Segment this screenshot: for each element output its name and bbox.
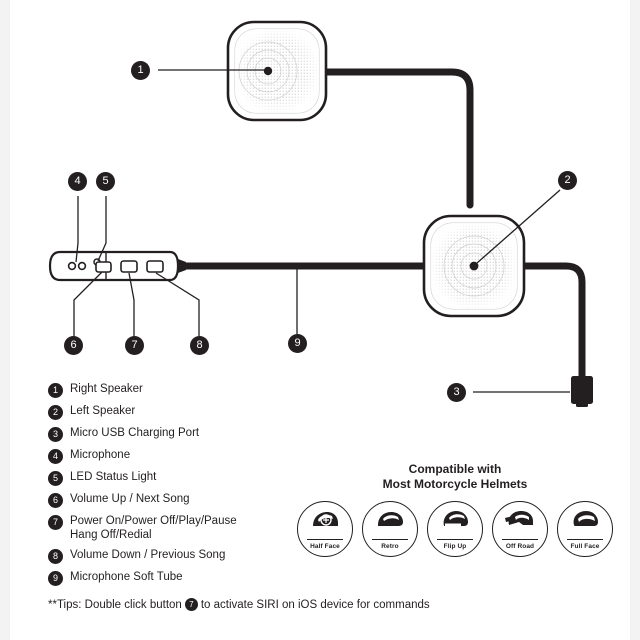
callout-badge-1[interactable]: 1	[131, 61, 150, 80]
tips-button-badge: 7	[185, 598, 198, 611]
legend-label-9: Microphone Soft Tube	[70, 571, 183, 583]
compat-title-line2: Most Motorcycle Helmets	[382, 477, 528, 491]
helmet-divider	[372, 539, 408, 540]
callout-badge-8[interactable]: 8	[190, 336, 209, 355]
legend-dot-4: 4	[48, 449, 63, 464]
callout-badge-7[interactable]: 7	[125, 336, 144, 355]
callout-badge-4[interactable]: 4	[68, 172, 87, 191]
callout-badge-6[interactable]: 6	[64, 336, 83, 355]
legend-label-4: Microphone	[70, 449, 131, 461]
list-item	[48, 570, 348, 586]
legend-dot-2: 2	[48, 405, 63, 420]
helmet-label-off-road: Off Road	[505, 543, 535, 550]
helmet-flip-up	[427, 501, 483, 557]
legend-label-7-line2: Hang Off/Redial	[70, 529, 152, 541]
legend-dot-6: 6	[48, 493, 63, 508]
callout-badge-2[interactable]: 2	[558, 171, 577, 190]
right-speaker-illustration	[228, 22, 326, 120]
helmet-label-retro: Retro	[381, 543, 399, 550]
flip-up-helmet-icon	[428, 509, 482, 538]
list-item	[48, 426, 348, 442]
helmet-full-face	[557, 501, 613, 557]
legend-label-2: Left Speaker	[70, 405, 136, 417]
legend-label-6: Volume Up / Next Song	[70, 493, 190, 505]
tips-note	[48, 598, 430, 611]
legend-dot-5: 5	[48, 471, 63, 486]
half-face-helmet-icon	[298, 509, 352, 538]
helmet-divider	[502, 539, 538, 540]
legend-dot-9: 9	[48, 571, 63, 586]
legend-label-5: LED Status Light	[70, 471, 157, 483]
control-module-illustration	[50, 252, 186, 280]
off-road-helmet-icon	[493, 509, 547, 538]
helmet-off-road	[492, 501, 548, 557]
legend-label-3: Micro USB Charging Port	[70, 427, 200, 439]
retro-helmet-icon	[363, 509, 417, 538]
tips-prefix: **Tips: Double click button	[48, 598, 182, 611]
callout-badge-5[interactable]: 5	[96, 172, 115, 191]
helmet-icon-row	[290, 501, 620, 557]
helmet-label-full-face: Full Face	[570, 543, 600, 550]
helmet-divider	[437, 539, 473, 540]
legend-dot-1: 1	[48, 383, 63, 398]
callout-badge-3[interactable]: 3	[447, 383, 466, 402]
helmet-label-half-face: Half Face	[310, 543, 340, 550]
micro-usb-plug-illustration	[571, 376, 593, 407]
legend-label-7-line1: Power On/Power Off/Play/Pause	[70, 515, 237, 527]
list-item	[48, 404, 348, 420]
legend-label-8: Volume Down / Previous Song	[70, 549, 226, 561]
compat-title-line1: Compatible with	[408, 462, 502, 476]
legend-dot-8: 8	[48, 549, 63, 564]
helmet-retro	[362, 501, 418, 557]
helmet-label-flip-up: Flip Up	[443, 543, 467, 550]
legend-dot-7: 7	[48, 515, 63, 530]
helmet-divider	[567, 539, 603, 540]
tips-suffix: to activate SIRI on iOS device for commands	[200, 598, 430, 611]
helmet-half-face	[297, 501, 353, 557]
full-face-helmet-icon	[558, 509, 612, 538]
legend-label-7	[70, 514, 237, 542]
callout-badge-9[interactable]: 9	[288, 334, 307, 353]
helmet-divider	[307, 539, 343, 540]
list-item	[48, 382, 348, 398]
compatible-helmets-section	[290, 462, 620, 557]
legend-dot-3: 3	[48, 427, 63, 442]
legend-label-1: Right Speaker	[70, 383, 143, 395]
